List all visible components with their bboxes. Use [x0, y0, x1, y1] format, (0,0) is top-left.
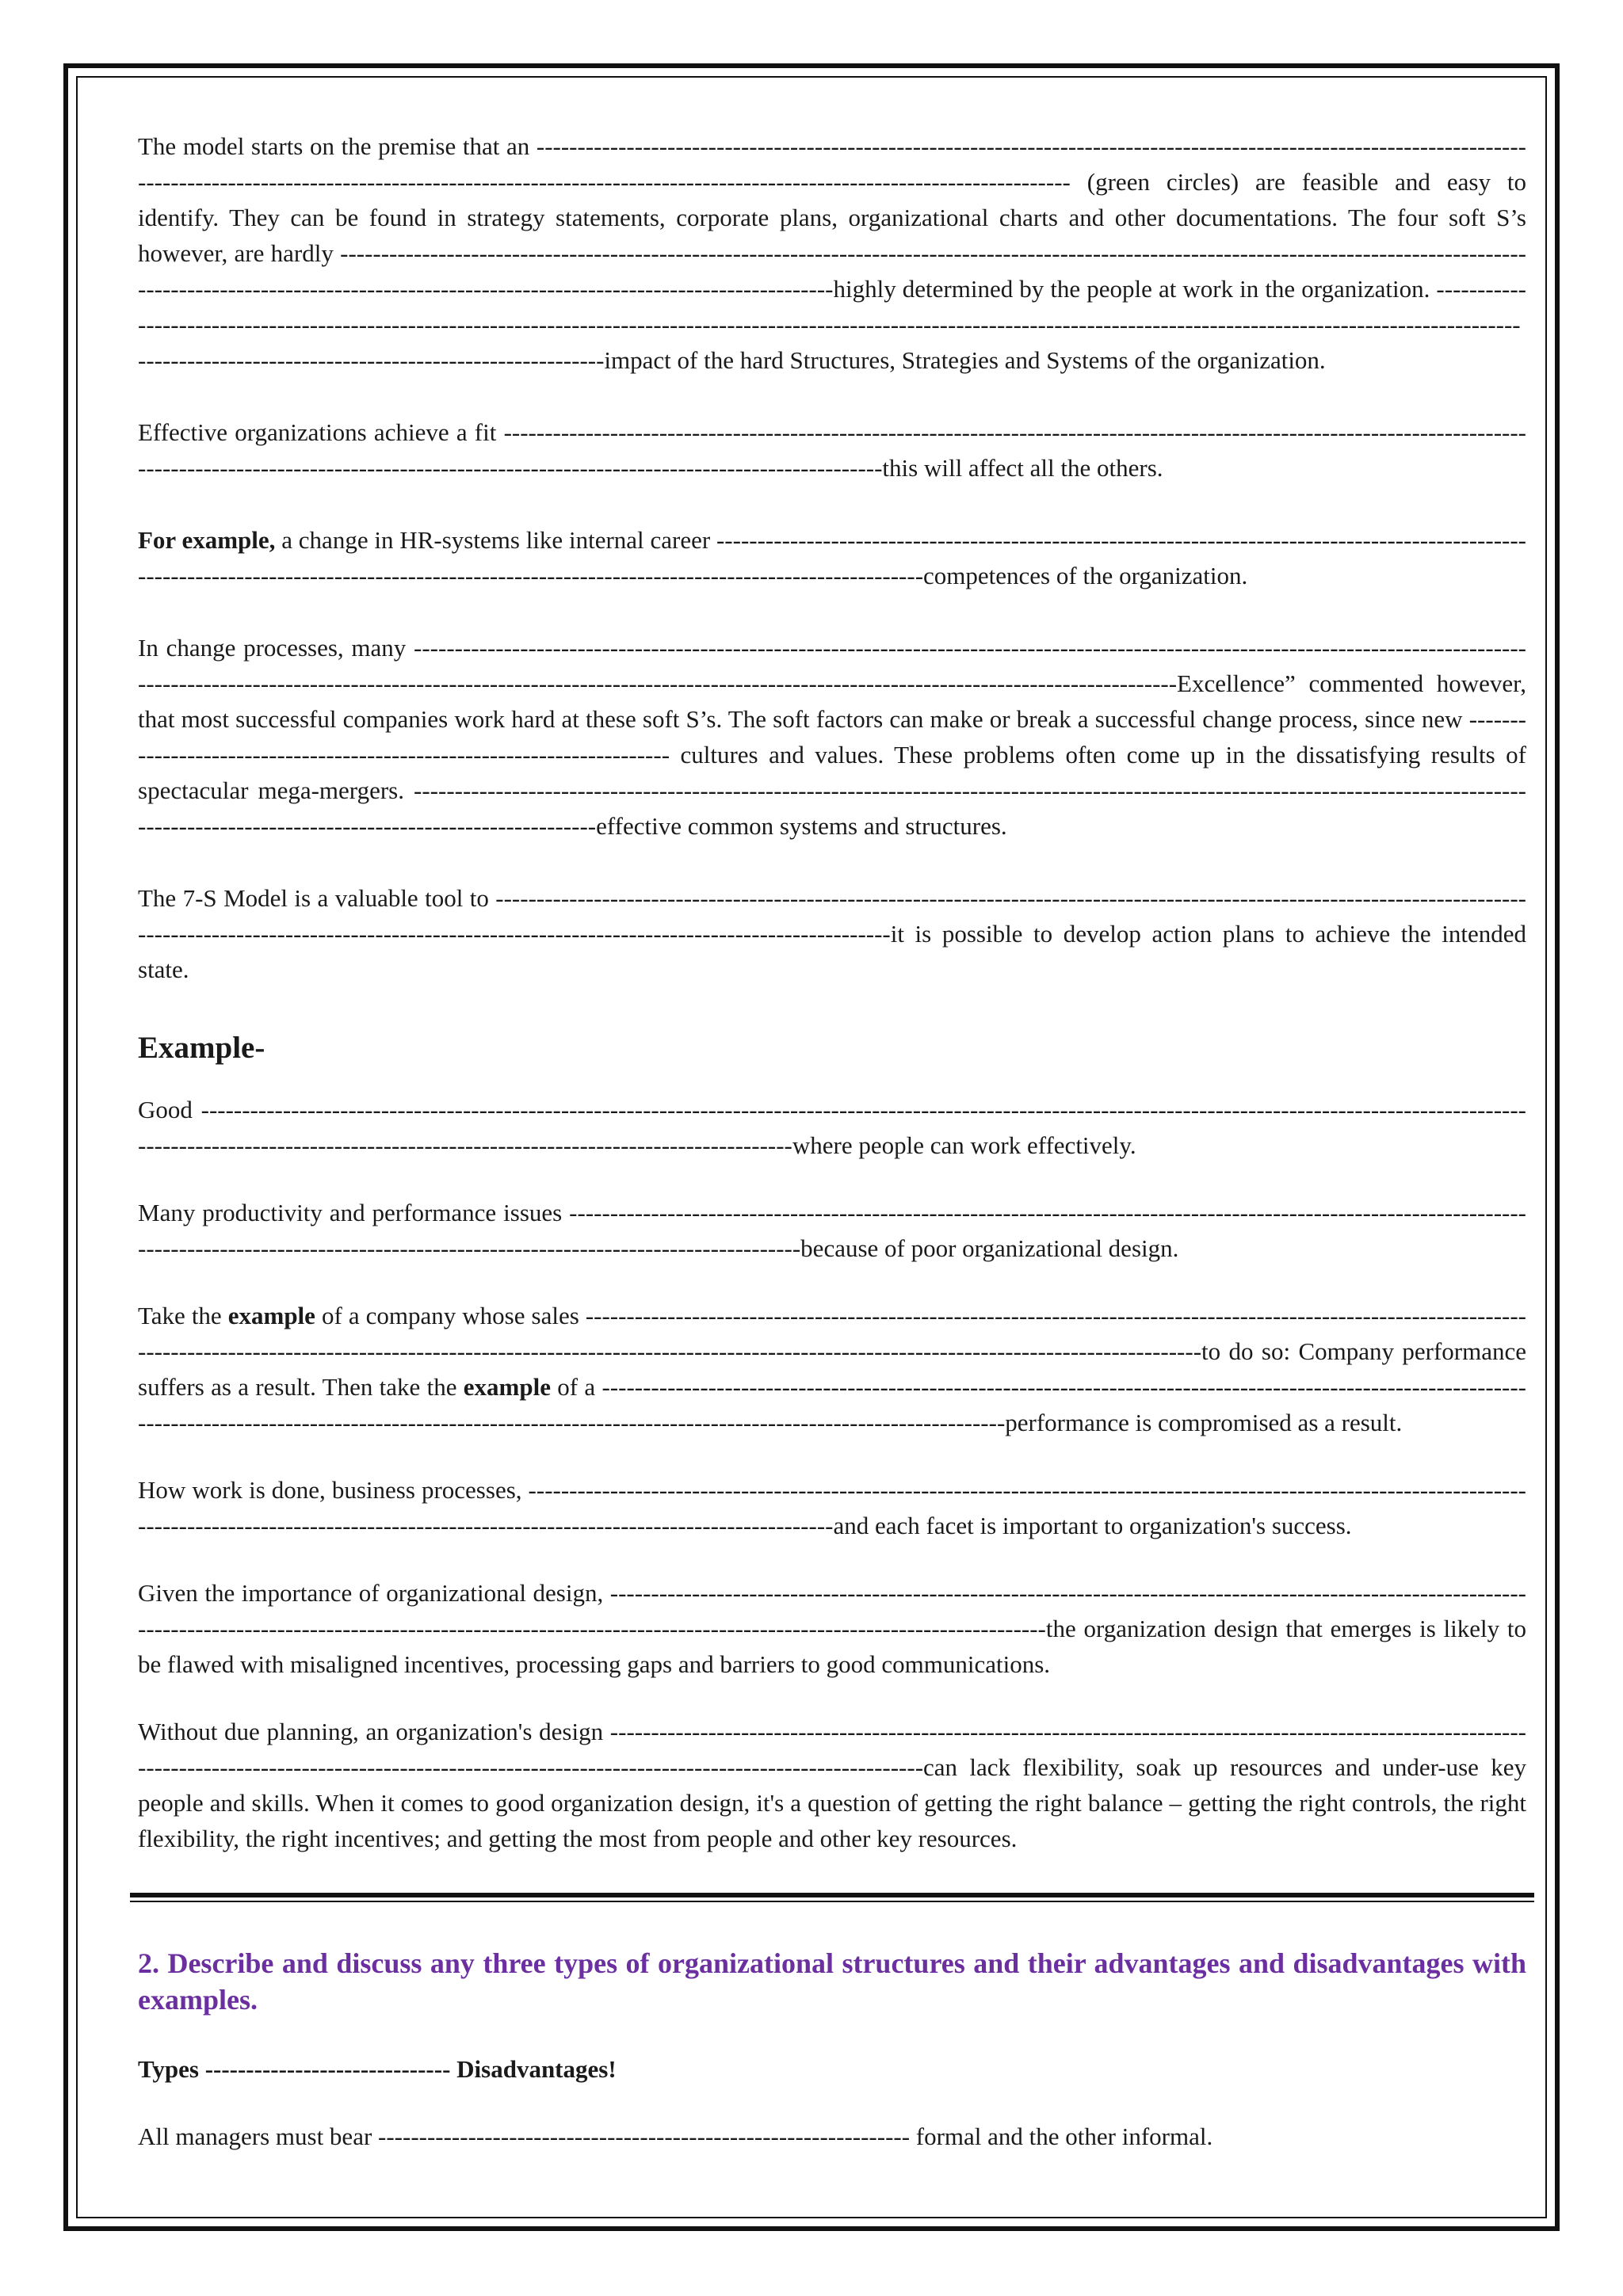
section-divider: [130, 1893, 1534, 1907]
paragraph-how-work-is-done: How work is done, business processes, ---------------------------------------------------------------------------------------------------------------------------------------------------------------------------------------------------------------and each facet is important to organization's success.: [138, 1476, 1526, 1539]
paragraph-productivity: Many productivity and performance issues ------------------------------------------------------------------------------------------------------------------------------------------------------------------------------------------------------because of poor organizational design.: [138, 1199, 1526, 1262]
paragraph-good: Good --------------------------------------------------------------------------------------------------------------------------------------------------------------------------------------------------------------------------------------------------where people can work effectively.: [138, 1096, 1526, 1159]
paragraph-importance-design: Given the importance of organizational design, -------------------------------------------------------------------------------------------------------------------------------------------------------------------------------------------------------------------------------the organization design that emerges is likely to be flawed with misaligned incentives, processing gaps and barriers to good communications.: [138, 1579, 1526, 1678]
paragraph-for-example: For example, a change in HR-systems like internal career ---------------------------------------------------------------------------------------------------------------------------------------------------------------------------------------------------competences of the organization.: [138, 526, 1526, 589]
paragraph-7s-tool: The 7-S Model is a valuable tool to --------------------------------------------------------------------------------------------------------------------------------------------------------------------------------------------------------------------------it is possible to develop action plans to achieve the intended state.: [138, 884, 1526, 983]
paragraph-effective-organizations: Effective organizations achieve a fit ------------------------------------------------------------------------------------------------------------------------------------------------------------------------------------------------------------------------this will affect all the others.: [138, 418, 1526, 482]
question-heading: 2. Describe and discuss any three types of organizational structures and their advantages and disadvantages with examples.: [138, 1947, 1526, 2016]
document-body: [138, 128, 1526, 2154]
paragraph-model-premise: The model starts on the premise that an ------------------------------------------------------------------------------------------------------------------------------------------------------------------------------------------------------------------------------------------- (green circles) are feasible and easy to identify. They can be found in strategy statements, corporate plans, organizational charts and other documentations. The four soft S’s however, are hardly --------------------------------------------------------------------------------------------------------------------------------------------------------------------------------------------------------------------------------------highly determined by the people at work in the organization. ---------------------------------------------------------------------------------------------------------------------------------------------------------------------------------------------------------------------------------------------impact of the hard Structures, Strategies and Systems of the organization.: [138, 132, 1526, 374]
types-line: Types ------------------------------ Disadvantages!: [138, 2055, 617, 2083]
paragraph-sales-example: Take the example of a company whose sales -----------------------------------------------------------------------------------------------------------------------------------------------------------------------------------------------------------------------------------------------------to do so: Company performance suffers as a result. Then take the example of a ---------------------------------------------------------------------------------------------------------------------------------------------------------------------------------------------------------------------------performance is compromised as a result.: [138, 1302, 1527, 1436]
paragraph-managers: All managers must bear ----------------------------------------------------------------- formal and the other informal.: [138, 2122, 1213, 2150]
paragraph-due-planning: Without due planning, an organization's design ----------------------------------------------------------------------------------------------------------------------------------------------------------------------------------------------------------------can lack flexibility, soak up resources and under-use key people and skills. When it comes to good organization design, it's a question of getting the right balance – getting the right controls, the right flexibility, the right incentives; and getting the most from people and other key resources.: [138, 1718, 1526, 1852]
paragraph-change-processes: In change processes, many -----------------------------------------------------------------------------------------------------------------------------------------------------------------------------------------------------------------------------------------------------------------------Excellence” commented however, that most successful companies work hard at these soft S’s. The soft factors can make or break a successful change process, since new ------------------------------------------------------------------------ cultures and values. These problems often come up in the dissatisfying results of spectacular mega-mergers. ------------------------------------------------------------------------------------------------------------------------------------------------------------------------------------------------effective common systems and structures.: [138, 634, 1526, 840]
example-heading: Example-: [138, 1031, 265, 1065]
